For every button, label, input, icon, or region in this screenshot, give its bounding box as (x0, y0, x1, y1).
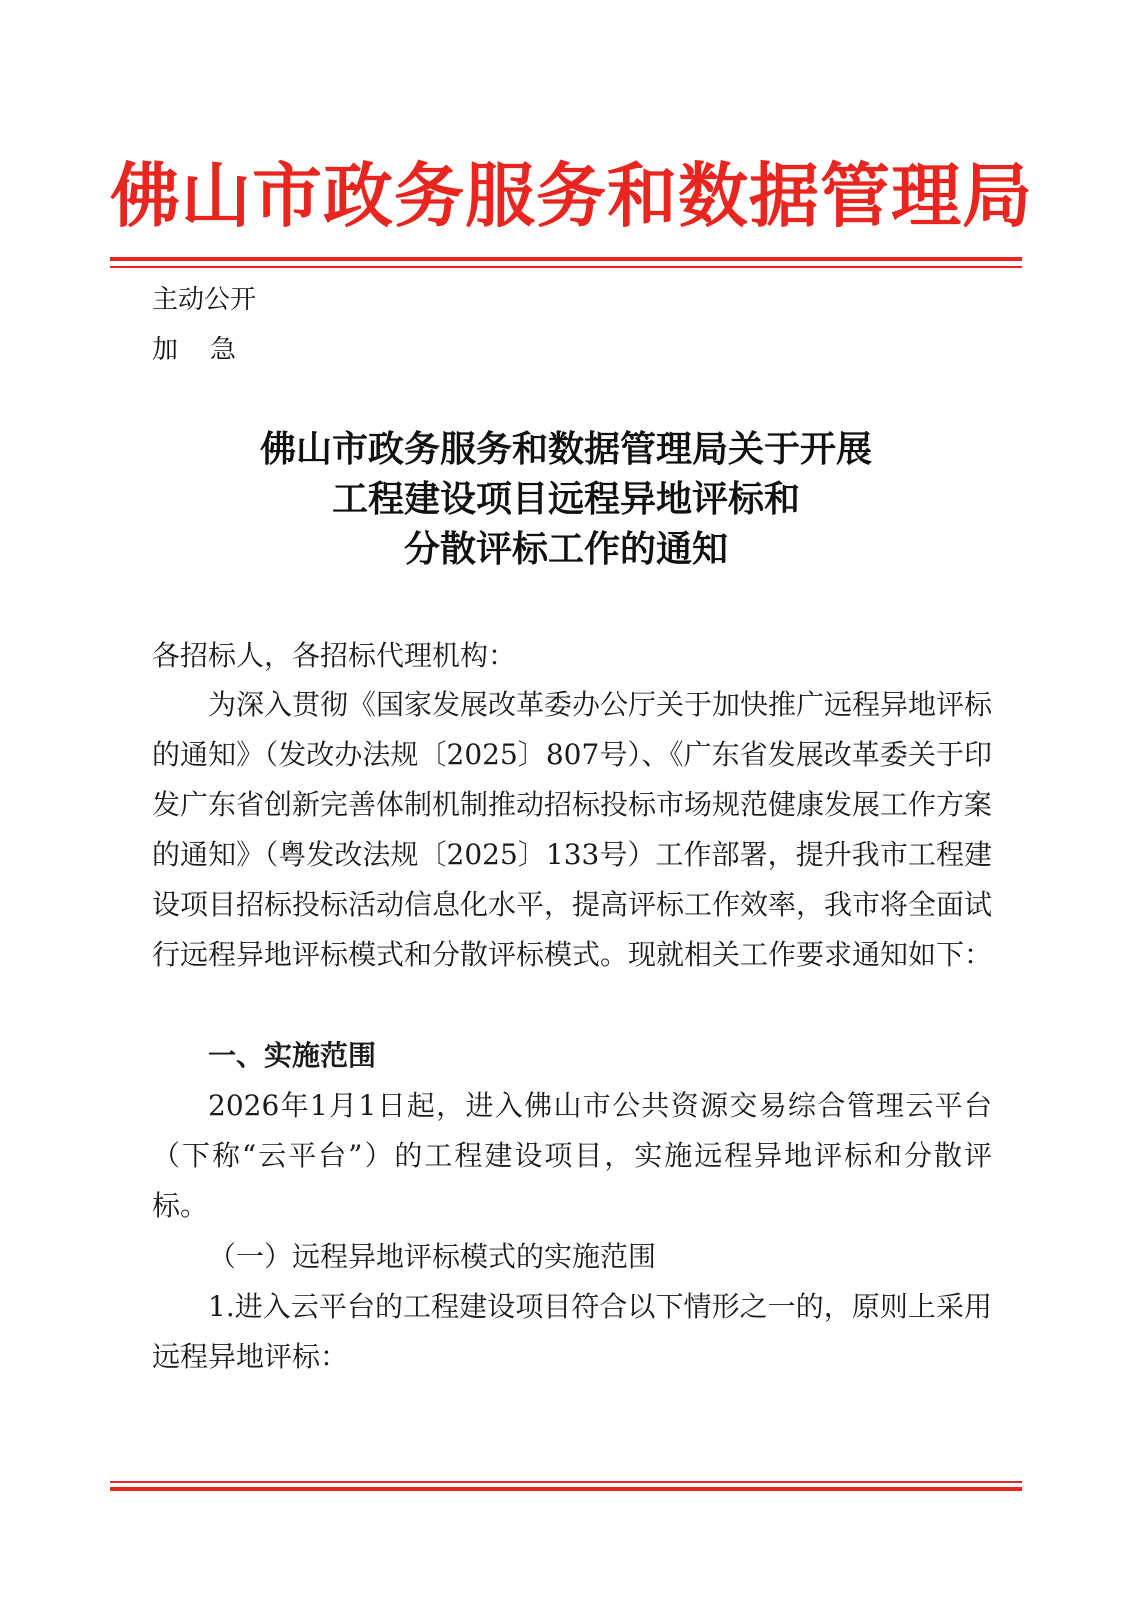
body-paragraph-1: 为深入贯彻《国家发展改革委办公厅关于加快推广远程异地评标的通知》（发改办法规〔2025〕807号）、《广东省发展改革委关于印发广东省创新完善体制机制推动招标投标市场规范健康发展工作方案的通知》（粤发改法规〔2025〕133号）工作部署，提升我市工程建设项目招标投标活动信息化水平，提高评标工作效率，我市将全面试行远程异地评标模式和分散评标模式。现就相关工作要求通知如下： (152, 688, 993, 971)
salutation: 各招标人，各招标代理机构： (152, 639, 517, 672)
body-paragraph-2: 2026年1月1日起，进入佛山市公共资源交易综合管理云平台（下称“云平台”）的工程建设项目，实施远程异地评标和分散评标。 (152, 1089, 992, 1222)
urgency-label: 加急 (152, 335, 269, 365)
subsection-heading-1: （一）远程异地评标模式的实施范围 (208, 1240, 657, 1273)
section-heading-1: 一、实施范围 (208, 1039, 377, 1072)
document-title (110, 424, 1022, 574)
body-paragraph-3: 1.进入云平台的工程建设项目符合以下情形之一的，原则上采用远程异地评标： (152, 1290, 992, 1373)
document-title-line-1: 佛山市政务服务和数据管理局关于开展 (259, 428, 872, 470)
document-title-line-3: 分散评标工作的通知 (403, 528, 728, 570)
agency-header-title: 佛山市政务服务和数据管理局 (110, 154, 1033, 237)
footer-red-rule-thick (110, 1487, 1022, 1491)
document-title-line-2: 工程建设项目远程异地评标和 (331, 478, 800, 520)
header-red-rule-thick (110, 257, 1022, 261)
footer-red-rule-thin (110, 1481, 1022, 1483)
header-red-rule-thin (110, 266, 1022, 268)
disclosure-label: 主动公开 (152, 285, 257, 315)
